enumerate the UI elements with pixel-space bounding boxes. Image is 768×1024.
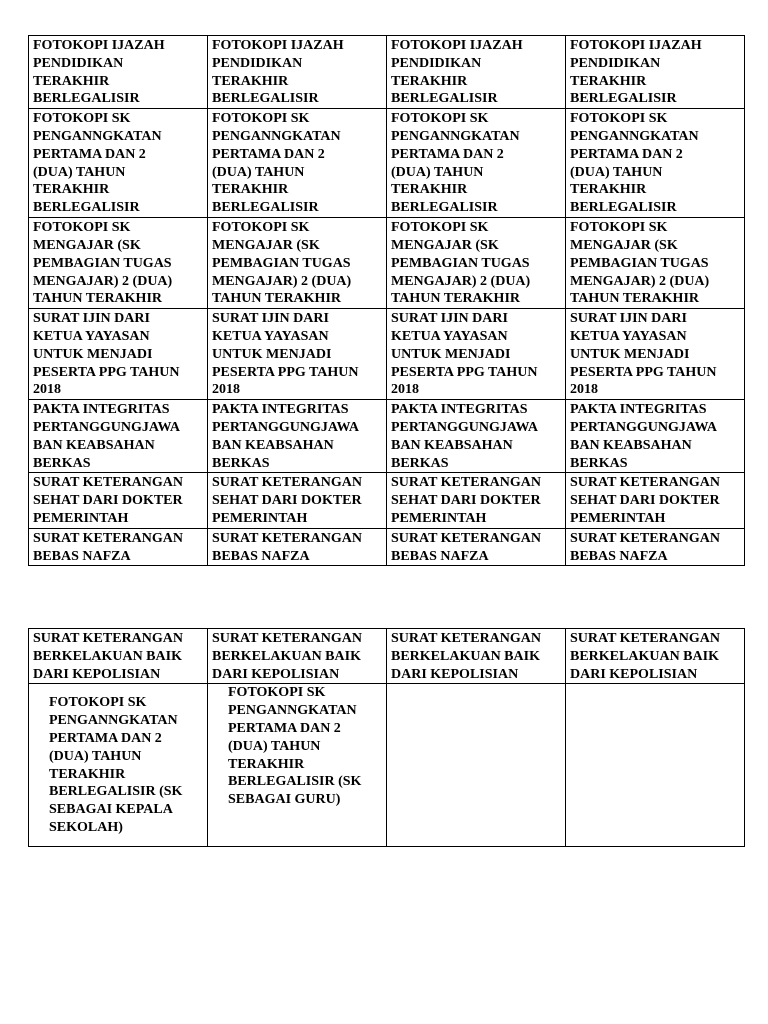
table-cell: SURAT KETERANGAN SEHAT DARI DOKTER PEMERINTAH (29, 473, 208, 528)
table-cell: SURAT KETERANGAN BEBAS NAFZA (566, 528, 745, 566)
table-cell: SURAT KETERANGAN BERKELAKUAN BAIK DARI KEPOLISIAN (387, 629, 566, 684)
table-cell: FOTOKOPI IJAZAH PENDIDIKAN TERAKHIR BERLEGALISIR (208, 36, 387, 109)
table-cell: FOTOKOPI SK MENGAJAR (SK PEMBAGIAN TUGAS MENGAJAR) 2 (DUA) TAHUN TERAKHIR (208, 218, 387, 309)
table-cell: FOTOKOPI SK PENGANNGKATAN PERTAMA DAN 2 (DUA) TAHUN TERAKHIR BERLEGALISIR (566, 109, 745, 218)
document-checklist-table-bottom (28, 628, 745, 847)
table-cell: PAKTA INTEGRITAS PERTANGGUNGJAWA BAN KEABSAHAN BERKAS (208, 400, 387, 473)
table-cell-empty (566, 684, 745, 847)
table-cell: FOTOKOPI IJAZAH PENDIDIKAN TERAKHIR BERLEGALISIR (566, 36, 745, 109)
table-cell: FOTOKOPI SK PENGANNGKATAN PERTAMA DAN 2 (DUA) TAHUN TERAKHIR BERLEGALISIR (387, 109, 566, 218)
table-cell: SURAT IJIN DARI KETUA YAYASAN UNTUK MENJADI PESERTA PPG TAHUN 2018 (29, 309, 208, 400)
table-cell: SURAT KETERANGAN BERKELAKUAN BAIK DARI KEPOLISIAN (566, 629, 745, 684)
table-row (29, 473, 745, 528)
table-cell: FOTOKOPI SK MENGAJAR (SK PEMBAGIAN TUGAS MENGAJAR) 2 (DUA) TAHUN TERAKHIR (566, 218, 745, 309)
table-cell: FOTOKOPI IJAZAH PENDIDIKAN TERAKHIR BERLEGALISIR (29, 36, 208, 109)
table-cell: PAKTA INTEGRITAS PERTANGGUNGJAWA BAN KEABSAHAN BERKAS (29, 400, 208, 473)
table-cell: FOTOKOPI IJAZAH PENDIDIKAN TERAKHIR BERLEGALISIR (387, 36, 566, 109)
table-cell: FOTOKOPI SK PENGANNGKATAN PERTAMA DAN 2 (DUA) TAHUN TERAKHIR BERLEGALISIR (SK SEBAGAI GURU) (208, 684, 387, 847)
table-row (29, 684, 745, 847)
table-row (29, 400, 745, 473)
table-cell: SURAT KETERANGAN BERKELAKUAN BAIK DARI KEPOLISIAN (208, 629, 387, 684)
table-cell: FOTOKOPI SK MENGAJAR (SK PEMBAGIAN TUGAS MENGAJAR) 2 (DUA) TAHUN TERAKHIR (29, 218, 208, 309)
table-row (29, 629, 745, 684)
table-cell: SURAT KETERANGAN SEHAT DARI DOKTER PEMERINTAH (566, 473, 745, 528)
table-cell-empty (387, 684, 566, 847)
table-cell: SURAT KETERANGAN BEBAS NAFZA (29, 528, 208, 566)
table-row (29, 309, 745, 400)
table-cell: SURAT KETERANGAN BEBAS NAFZA (208, 528, 387, 566)
table-cell: PAKTA INTEGRITAS PERTANGGUNGJAWA BAN KEABSAHAN BERKAS (566, 400, 745, 473)
table-cell: SURAT IJIN DARI KETUA YAYASAN UNTUK MENJADI PESERTA PPG TAHUN 2018 (208, 309, 387, 400)
table-cell: PAKTA INTEGRITAS PERTANGGUNGJAWA BAN KEABSAHAN BERKAS (387, 400, 566, 473)
table-cell: SURAT KETERANGAN SEHAT DARI DOKTER PEMERINTAH (387, 473, 566, 528)
table-cell: FOTOKOPI SK MENGAJAR (SK PEMBAGIAN TUGAS MENGAJAR) 2 (DUA) TAHUN TERAKHIR (387, 218, 566, 309)
table-cell: SURAT IJIN DARI KETUA YAYASAN UNTUK MENJADI PESERTA PPG TAHUN 2018 (387, 309, 566, 400)
table-cell: SURAT KETERANGAN SEHAT DARI DOKTER PEMERINTAH (208, 473, 387, 528)
table-row (29, 109, 745, 218)
table-cell: SURAT IJIN DARI KETUA YAYASAN UNTUK MENJADI PESERTA PPG TAHUN 2018 (566, 309, 745, 400)
table-row (29, 36, 745, 109)
table-cell: FOTOKOPI SK PENGANNGKATAN PERTAMA DAN 2 (DUA) TAHUN TERAKHIR BERLEGALISIR (208, 109, 387, 218)
table-cell: SURAT KETERANGAN BERKELAKUAN BAIK DARI KEPOLISIAN (29, 629, 208, 684)
table-row (29, 528, 745, 566)
table-cell: SURAT KETERANGAN BEBAS NAFZA (387, 528, 566, 566)
table-cell: FOTOKOPI SK PENGANNGKATAN PERTAMA DAN 2 (DUA) TAHUN TERAKHIR BERLEGALISIR (29, 109, 208, 218)
document-checklist-table-top (28, 35, 745, 566)
table-row (29, 218, 745, 309)
table-cell: FOTOKOPI SK PENGANNGKATAN PERTAMA DAN 2 (DUA) TAHUN TERAKHIR BERLEGALISIR (SK SEBAGAI KEPALA SEKOLAH) (29, 684, 208, 847)
